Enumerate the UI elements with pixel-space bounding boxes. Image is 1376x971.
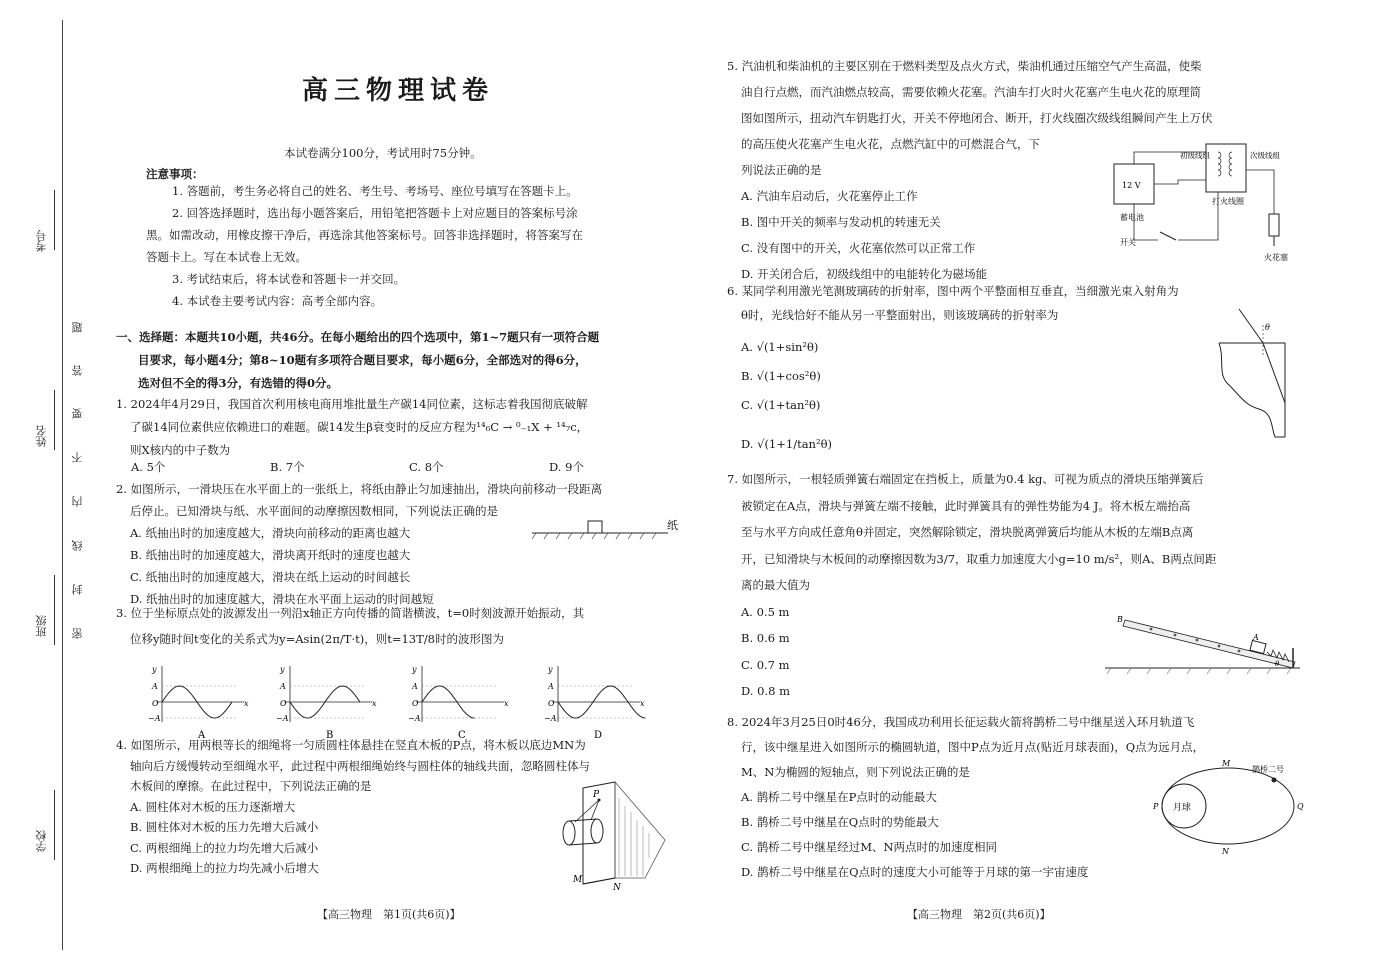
seal-char: 不 — [71, 452, 84, 463]
q6-line: 6. 某同学利用激光笔测玻璃砖的折射率，图中两个平整面相互垂直，当细激光束入射角为 — [727, 284, 1179, 298]
rope — [591, 800, 599, 820]
point-q: Q — [1297, 802, 1304, 811]
q8-figure — [1148, 758, 1308, 858]
seal-char: 密 — [71, 628, 84, 639]
exam-no-blank — [54, 190, 55, 250]
note-line: 答题卡上。写在本试卷上无效。 — [146, 250, 307, 264]
seal-char: 内 — [71, 496, 84, 507]
amplitude-label: A — [280, 682, 286, 691]
q5-line: 的高压使火花塞产生电火花，点燃汽缸中的可燃混合气，下 — [741, 137, 1040, 151]
theta-label: θ — [1265, 323, 1270, 332]
q8-line: 8. 2024年3月25日0时46分，我国成功利用长征运载火箭将鹊桥二号中继星送入环月轨道飞 — [727, 715, 1195, 729]
graph-option-label: A — [198, 730, 206, 741]
q1-option-d: D. 9个 — [549, 460, 584, 474]
q7-option-c: C. 0.7 m — [741, 657, 790, 672]
spark-plug-label: 火花塞 — [1264, 253, 1288, 262]
note-line: 1. 答题前，考生务必将自己的姓名、考生号、考场号、座位号填写在答题卡上。 — [172, 184, 578, 198]
x-axis-label: x — [640, 699, 645, 708]
x-axis-label: x — [372, 699, 377, 708]
q4-option-a: A. 圆柱体对木板的压力逐渐增大 — [130, 799, 296, 814]
coil-windings — [1218, 152, 1232, 176]
q2-option-c: C. 纸抽出时的加速度越大，滑块在纸上运动的时间越长 — [130, 570, 411, 584]
q7-option-a: A. 0.5 m — [741, 604, 790, 619]
ground-hatch — [532, 533, 656, 539]
q2-option-b: B. 纸抽出时的加速度越大，滑块离开纸时的速度也越大 — [130, 548, 411, 562]
q8-option-a: A. 鹊桥二号中继星在P点时的动能最大 — [741, 790, 937, 804]
y-axis-label: y — [548, 665, 553, 674]
point-n: N — [613, 883, 621, 893]
ignition-coil — [1206, 144, 1246, 192]
note-line: 2. 回答选择题时，选出每小题答案后，用铅笔把答题卡上对应题目的答案标号涂 — [172, 206, 578, 220]
angle-label: θ — [1275, 660, 1280, 668]
graph-option-label: D — [594, 730, 603, 741]
point-p: P — [593, 790, 600, 800]
q7-figure — [1105, 600, 1305, 680]
q1-line: 了碳14同位素供应依赖进口的难题。碳14发生β衰变时的反应方程为¹⁴₆C → ⁰₋₁X + ¹⁴₇c， — [130, 420, 589, 434]
satellite-label: 鹊桥二号 — [1252, 765, 1284, 774]
origin-label: O — [152, 699, 159, 708]
board-shadow — [615, 782, 665, 878]
wave-graph — [276, 665, 377, 741]
y-axis-label: y — [280, 665, 285, 674]
glass-edges — [1219, 343, 1285, 437]
question-4 — [116, 735, 590, 879]
note-line: 黑。如需改动，用橡皮擦干净后，再选涂其他答案标号。回答非选择题时，将答案写在 — [146, 228, 583, 242]
q7-line: 7. 如图所示，一根轻质弹簧右端固定在挡板上，质量为0.4 kg、可视为质点的滑块压缩弹簧后 — [727, 472, 1204, 486]
amplitude-label: A — [548, 682, 554, 691]
notes-title: 注意事项： — [146, 167, 204, 181]
coil-label: 打火线圈 — [1212, 197, 1244, 206]
section-line: 目要求，每小题4分；第8~10题有多项符合题目要求，每小题6分，全部选对的得6分， — [138, 353, 587, 367]
binding-line — [62, 20, 63, 950]
q5-line: 5. 汽油机和柴油机的主要区别在于燃料类型及点火方式，柴油机通过压缩空气产生高温，使柴 — [727, 59, 1202, 73]
wave-graph — [544, 665, 646, 741]
q8-line: M、N为椭圆的短轴点，则下列说法正确的是 — [741, 765, 970, 779]
point-b: B — [1117, 615, 1123, 624]
y-axis-label: y — [152, 665, 157, 674]
seal-char: 线 — [71, 540, 84, 551]
q6-option-a: A. √(1+sin²θ) — [741, 340, 819, 354]
class-blank — [54, 575, 55, 645]
q4-line: 轴向后方缓慢转动至细绳水平，此过程中两根细绳始终与圆柱体的轴线共面，忽略圆柱体与 — [130, 758, 590, 773]
binding-sidebar — [0, 0, 100, 971]
amplitude-label: A — [412, 682, 418, 691]
q4-figure — [555, 778, 690, 893]
point-m: M — [1222, 759, 1231, 768]
q4-line: 木板间的摩擦。在此过程中，下列说法正确的是 — [130, 779, 372, 793]
seal-char: 封 — [71, 584, 84, 595]
name-label: 姓名 — [35, 425, 48, 447]
amplitude-label: A — [152, 682, 158, 691]
q2-option-a: A. 纸抽出时的加速度越大，滑块向前移动的距离也越大 — [130, 526, 411, 540]
exam-info: 本试卷满分100分，考试用时75分钟。 — [284, 146, 482, 160]
q1-option-a: A. 5个 — [131, 460, 166, 474]
incident-ray — [1239, 309, 1263, 343]
q1-line: 1. 2024年4月29日，我国首次利用核电商用堆批量生产碳14同位素，这标志着我国彻底破解 — [116, 397, 588, 411]
amplitude-label: −A — [544, 714, 557, 723]
seal-char: 要 — [71, 408, 84, 419]
primary-coil-label: 初级线组 — [1180, 151, 1210, 160]
section-one-header — [116, 326, 599, 395]
q2-line: 后停止。已知滑块与纸、水平面间的动摩擦因数相同，下列说法正确的是 — [130, 504, 498, 518]
slider-block — [588, 521, 602, 533]
page2-footer: 【高三物理 第2页(共6页)】 — [907, 908, 1051, 921]
q7-line: 离的最大值为 — [741, 578, 810, 592]
q5-option-c: C. 没有图中的开关，火花塞依然可以正常工作 — [741, 241, 976, 255]
q6-option-d: D. √(1+1/tan²θ) — [741, 437, 832, 451]
q8-option-c: C. 鹊桥二号中继星经过M、N两点时的加速度相同 — [741, 840, 998, 854]
x-axis-label: x — [504, 699, 509, 708]
notes-list — [146, 180, 583, 312]
q8-option-b: B. 鹊桥二号中继星在Q点时的势能最大 — [741, 815, 939, 829]
q6-option-c: C. √(1+tan²θ) — [741, 398, 821, 412]
origin-label: O — [548, 699, 555, 708]
question-3 — [116, 600, 584, 652]
battery-label: 蓄电池 — [1120, 213, 1144, 222]
x-axis-label: x — [244, 699, 249, 708]
q3-line: 位移y随时间t变化的关系式为y=Asin(2π/T·t)，则t=13T/8时的波形图为 — [130, 632, 504, 646]
q8-line: 行，该中继星进入如图所示的椭圆轨道，图中P点为近月点(贴近月球表面)，Q点为远月点， — [741, 740, 1205, 754]
point-n: N — [1222, 847, 1229, 856]
secondary-coil-label: 次级线组 — [1250, 151, 1280, 160]
amplitude-label: −A — [408, 714, 421, 723]
battery-voltage: 12 V — [1122, 181, 1141, 190]
q7-option-b: B. 0.6 m — [741, 631, 790, 645]
name-blank — [54, 390, 55, 450]
q6-figure — [1215, 305, 1295, 440]
q5-line: 油自行点燃，而汽油燃点较高，需要依赖火花塞。汽油车打火时火花塞产生电火花的原理简 — [741, 85, 1201, 99]
school-blank — [54, 790, 55, 860]
cylinder-end — [563, 821, 575, 845]
origin-label: O — [280, 699, 287, 708]
wave-graph — [148, 665, 249, 741]
q6-option-b: B. √(1+cos²θ) — [741, 369, 821, 383]
glass-broken-edge — [1219, 343, 1285, 437]
q3-graphs — [140, 662, 645, 742]
q1-option-b: B. 7个 — [270, 460, 305, 474]
point-a: A — [1253, 633, 1259, 642]
q5-line: 列说法正确的是 — [741, 163, 822, 177]
q7-line: 至与水平方向成任意角θ并固定，突然解除锁定，滑块脱离弹簧后均能从木板的左端B点离 — [741, 525, 1194, 539]
q2-line: 2. 如图所示，一滑块压在水平面上的一张纸上，将纸由静止匀加速抽出，滑块向前移动一段距离 — [116, 482, 603, 496]
graph-option-label: C — [458, 730, 466, 741]
question-1 — [116, 393, 588, 462]
moon-label: 月球 — [1173, 803, 1192, 813]
school-label: 学校 — [35, 830, 48, 852]
q5-line: 图如图所示，扭动汽车钥匙打火，开关不停地闭合、断开，打火线圈次级线组瞬间产生上万伏 — [741, 111, 1213, 125]
page-title: 高三物理试卷 — [302, 76, 495, 106]
q5-option-b: B. 图中开关的频率与发动机的转速无关 — [741, 215, 941, 229]
class-label: 班级 — [35, 615, 48, 637]
satellite — [1272, 778, 1277, 783]
q7-option-d: D. 0.8 m — [741, 684, 790, 698]
note-line: 4. 本试卷主要考试内容：高考全部内容。 — [172, 294, 383, 308]
note-line: 3. 考试结束后，将本试卷和答题卡一并交回。 — [172, 272, 406, 286]
page1-footer: 【高三物理 第1页(共6页)】 — [317, 908, 461, 921]
spark-plug — [1269, 214, 1279, 236]
ground-hatch — [1107, 668, 1291, 674]
q2-option-d: D. 纸抽出时的加速度越大，滑块在水平面上运动的时间越短 — [130, 592, 434, 606]
incline-board — [1123, 620, 1295, 668]
switch-label: 开关 — [1120, 238, 1136, 247]
q7-line: 开，已知滑块与木板间的动摩擦因数为3/7，取重力加速度大小g=10 m/s²，则A、B两点间距 — [741, 551, 1217, 566]
exam-no-label: 考号 — [35, 230, 48, 252]
q8-option-d: D. 鹊桥二号中继星在Q点时的速度大小可能等于月球的第一宇宙速度 — [741, 865, 1089, 879]
section-line: 一、选择题：本题共10小题，共46分。在每小题给出的四个选项中，第1~7题只有一项符合题 — [116, 330, 600, 344]
q1-option-c: C. 8个 — [409, 460, 444, 474]
origin-label: O — [412, 699, 419, 708]
q4-line: 4. 如图所示，用两根等长的细绳将一匀质圆柱体悬挂在竖直木板的P点，将木板以底边MN为 — [116, 738, 586, 752]
q7-line: 被锁定在A点，滑块与弹簧左端不接触，此时弹簧具有的弹性势能为4 J。将木板左端抬高 — [741, 498, 1191, 513]
amplitude-label: −A — [276, 714, 289, 723]
wave-graph — [408, 665, 509, 741]
section-line: 选对但不全的得3分，有选错的得0分。 — [138, 376, 339, 390]
amplitude-label: −A — [148, 714, 161, 723]
point-p: P — [1153, 802, 1159, 811]
paper-label: 纸 — [667, 519, 678, 532]
q5-option-a: A. 汽油车启动后，火花塞停止工作 — [741, 189, 918, 203]
question-6 — [727, 279, 1179, 327]
switch — [1160, 232, 1176, 240]
q4-option-b: B. 圆柱体对木板的压力先增大后减小 — [130, 820, 319, 834]
q4-option-c: C. 两根细绳上的拉力均先增大后减小 — [130, 840, 319, 855]
q4-option-d: D. 两根细绳上的拉力均先减小后增大 — [130, 861, 319, 875]
question-8 — [727, 710, 1204, 885]
seal-char: 答 — [71, 365, 84, 376]
q1-line: 则X核内的中子数为 — [130, 443, 231, 457]
q3-line: 3. 位于坐标原点处的波源发出一列沿x轴正方向传播的简谐横波，t=0时刻波源开始振动，其 — [116, 606, 585, 620]
refracted-ray — [1263, 343, 1285, 403]
shadow-hatch — [619, 798, 649, 876]
y-axis-label: y — [412, 665, 417, 674]
graph-option-label: B — [326, 730, 334, 741]
point-m: M — [573, 875, 583, 885]
q2-figure — [528, 515, 683, 545]
q6-line: θ时，光线恰好不能从另一平整面射出，则该玻璃砖的折射率为 — [741, 308, 1059, 322]
q5-figure — [1098, 140, 1298, 265]
seal-char: 题 — [71, 322, 84, 333]
q5-option-d: D. 开关闭合后，初级线组中的电能转化为磁场能 — [741, 267, 988, 281]
